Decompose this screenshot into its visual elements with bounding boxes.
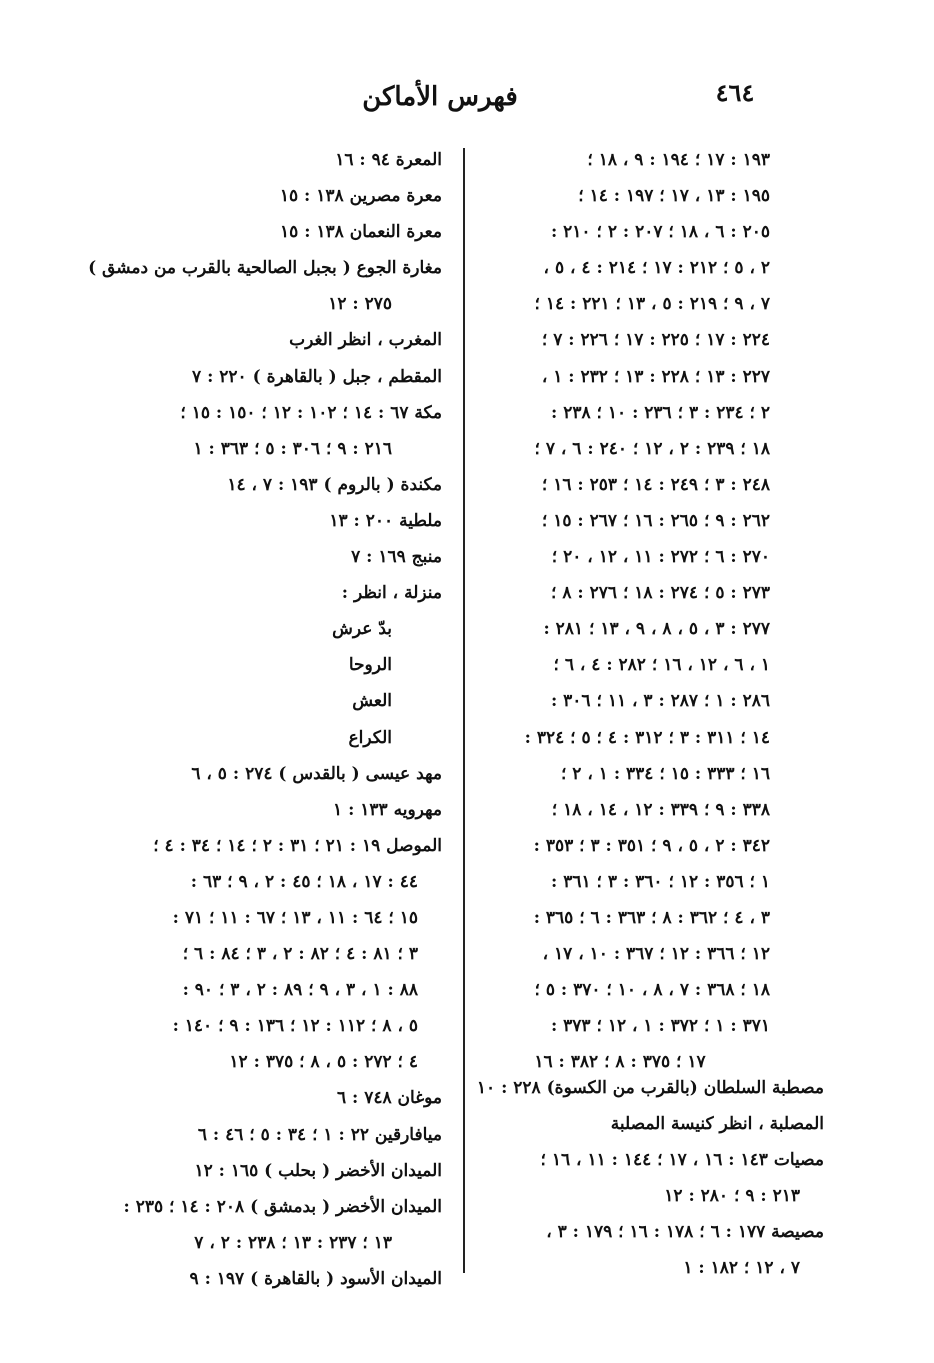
index-line: ٢٤٨ : ٣ ؛ ٢٤٩ : ١٤ ؛ ٢٥٣ : ١٦ ؛ xyxy=(541,474,770,495)
index-entry: مصيصة ١٧٧ : ٦ ؛ ١٧٨ : ١٦ ؛ ١٧٩ : ٣ ، xyxy=(546,1222,824,1243)
index-line: ١٨ ؛ ٢٣٩ : ٢ ، ١٢ ؛ ٢٤٠ : ٦ ، ٧ ؛ xyxy=(534,438,770,459)
index-line: ٢ ، ٥ ؛ ٢١٢ : ١٧ ؛ ٢١٤ : ٤ ، ٥ ، xyxy=(543,258,770,279)
index-subentry: الكراع xyxy=(348,727,392,748)
index-entry: ميافارقين ٢٢ : ١ ؛ ٣٤ : ٥ ؛ ٤٦ : ٦ xyxy=(197,1124,442,1145)
index-line: ٢٧٣ : ٥ ؛ ٢٧٤ : ١٨ ؛ ٢٧٦ : ٨ ؛ xyxy=(551,583,770,604)
index-line: ٨٨ : ١ ، ٣ ، ٩ ؛ ٨٩ : ٢ ، ٣ ؛ ٩٠ : xyxy=(182,980,418,1001)
index-line: ١ ، ٦ ، ١٢ ، ١٦ ؛ ٢٨٢ : ٤ ، ٦ ؛ xyxy=(553,655,770,676)
index-entry: الميدان الأخضر ( بدمشق ) ٢٠٨ : ١٤ ؛ ٢٣٥ : xyxy=(123,1196,442,1217)
index-line: ١٩٣ : ١٧ ؛ ١٩٤ : ٩ ، ١٨ ؛ xyxy=(587,150,770,170)
index-line: ٤ ؛ ٢٧٢ : ٥ ، ٨ ؛ ٣٧٥ : ١٢ xyxy=(229,1052,418,1073)
index-line: ١٤ ؛ ٣١١ : ٣ ؛ ٣١٢ : ٤ ؛ ٥ ؛ ٣٢٤ : xyxy=(524,727,770,748)
index-line: ٣ ، ٤ ؛ ٣٦٢ : ٨ ؛ ٣٦٣ : ٦ ؛ ٣٦٥ : xyxy=(533,907,770,928)
index-subentry: الروحا xyxy=(348,655,392,676)
index-entry: معرة مصرين ١٣٨ : ١٥ xyxy=(279,186,442,207)
index-line: ٢٢٧ : ١٣ ؛ ٢٢٨ : ١٣ ؛ ٢٣٢ : ١ ، xyxy=(541,366,770,387)
index-line: ٣٤٢ : ٢ ، ٥ ، ٩ ؛ ٣٥١ : ٣ ؛ ٣٥٣ : xyxy=(533,835,770,856)
index-line: ٣ ؛ ٨١ : ٤ ؛ ٨٢ : ٢ ، ٣ ؛ ٨٤ : ٦ ؛ xyxy=(182,944,418,965)
index-subentry: بدّ عرش xyxy=(332,619,392,640)
index-line: ١٥ ؛ ٦٤ : ١١ ، ١٣ ؛ ٦٧ : ١١ ؛ ٧١ : xyxy=(172,907,418,928)
page-title: فهرس الأماكن xyxy=(362,82,518,112)
index-entry: مهد عيسى ( بالقدس ) ٢٧٤ : ٥ ، ٦ xyxy=(191,763,442,784)
left-column xyxy=(82,142,442,1297)
index-line: ١٢ ؛ ٣٦٦ : ١٢ ؛ ٣٦٧ : ١٠ ، ١٧ ، xyxy=(542,944,770,965)
index-line: ٢ ؛ ٢٣٤ : ٣ ؛ ٢٣٦ : ١٠ ؛ ٢٣٨ : xyxy=(551,402,770,423)
index-entry: الموصل ١٩ : ٢١ ؛ ٣١ : ٢ ؛ ١٤ ؛ ٣٤ : ٤ ؛ xyxy=(153,835,442,856)
index-entry: المصلبة ، انظر كنيسة المصلبة xyxy=(610,1114,824,1135)
index-entry: منزلة ، انظر : xyxy=(341,583,442,604)
index-line: ١٩٥ : ١٣ ، ١٧ ؛ ١٩٧ : ١٤ ؛ xyxy=(578,186,770,207)
index-line: ٢١٣ : ٩ ؛ ٢٨٠ : ١٢ xyxy=(664,1186,800,1207)
index-entry: معرة النعمان ١٣٨ : ١٥ xyxy=(280,222,442,243)
index-line: ٣٣٨ : ٩ ؛ ٣٣٩ : ١٢ ، ١٤ ، ١٨ ؛ xyxy=(551,799,770,820)
index-line: ٢٦٢ : ٩ ؛ ٢٦٥ : ١٦ ؛ ٢٦٧ : ١٥ ؛ xyxy=(541,510,770,531)
index-entry: المعرة ٩٤ : ١٦ xyxy=(335,150,442,170)
index-line: ١٨ ؛ ٣٦٨ : ٧ ، ٨ ، ١٠ ؛ ٣٧٠ : ٥ ؛ xyxy=(534,980,770,1001)
index-line: ٥ ، ٨ ؛ ١١٢ : ١٢ ؛ ١٣٦ : ٩ ؛ ١٤٠ : xyxy=(172,1016,418,1037)
index-line: ١ ؛ ٣٥٦ : ١٢ ؛ ٣٦٠ : ٣ ؛ ٣٦١ : xyxy=(551,871,770,892)
index-line: ٢٠٥ : ٦ ، ١٨ ؛ ٢٠٧ : ٢ ؛ ٢١٠ : xyxy=(550,222,770,243)
index-entry: مكة ٦٧ : ١٤ ؛ ١٠٢ : ١٢ ؛ ١٥٠ : ١٥ ؛ xyxy=(180,402,442,423)
index-line: ٢١٦ : ٩ ؛ ٣٠٦ : ٥ ؛ ٣٦٣ : ١ xyxy=(193,438,392,459)
index-subentry: العش xyxy=(352,691,392,712)
index-line: ٢٨٦ : ١ ؛ ٢٨٧ : ٣ ، ١١ ؛ ٣٠٦ : xyxy=(550,691,770,712)
index-entry: الميدان الأخضر ( بحلب ) ١٦٥ : ١٢ xyxy=(194,1160,442,1181)
column-divider xyxy=(463,148,465,1273)
index-line: ٤٤ : ١٧ ، ١٨ ؛ ٤٥ : ٢ ، ٩ ؛ ٦٣ : xyxy=(190,871,418,892)
index-entry: الميدان الأسود ( بالقاهرة ) ١٩٧ : ٩ xyxy=(189,1268,442,1289)
right-column xyxy=(470,142,770,1080)
index-entry: مصطبة السلطان (بالقرب من الكسوة) ٢٢٨ : ١٠ xyxy=(476,1078,824,1098)
index-line: ٧ ، ٩ ؛ ٢١٩ : ٥ ، ١٣ ؛ ٢٢١ : ١٤ ؛ xyxy=(534,294,770,315)
index-entry: موغان ٧٤٨ : ٦ xyxy=(336,1088,442,1109)
index-entry: مهرويه ١٣٣ : ١ xyxy=(333,799,442,820)
index-entry: المقطم ، جبل ( بالقاهرة ) ٢٢٠ : ٧ xyxy=(192,366,442,387)
index-line: ٣٧١ : ١ ؛ ٣٧٢ : ١ ، ١٢ ؛ ٣٧٣ : xyxy=(550,1016,770,1037)
index-line: ١٧ ؛ ٣٧٥ : ٨ ؛ ٣٨٢ : ١٦ xyxy=(534,1052,706,1073)
index-line: ٢٧٧ : ٣ ، ٥ ، ٨ ، ٩ ، ١٣ ؛ ٢٨١ : xyxy=(543,619,770,640)
page-number: ٤٦٤ xyxy=(715,78,755,107)
index-line: ٢٧٥ : ١٢ xyxy=(328,294,392,315)
index-line: ٧ ، ١٢ ؛ ١٨٢ : ١ xyxy=(683,1258,800,1279)
index-entry: مكندة ( بالروم ) ١٩٣ : ٧ ، ١٤ xyxy=(227,474,442,495)
index-entry: منبج ١٦٩ : ٧ xyxy=(351,547,442,568)
right-column-entries-wide xyxy=(470,1070,824,1287)
index-line: ١٦ ؛ ٣٣٣ : ١٥ ؛ ٣٣٤ : ١ ، ٢ ؛ xyxy=(560,763,770,784)
index-line: ١٣ ؛ ٢٣٧ : ١٣ ؛ ٢٣٨ : ٢ ، ٧ xyxy=(194,1232,392,1253)
index-entry: مصيات ١٤٣ : ١٦ ، ١٧ ؛ ١٤٤ : ١١ ، ١٦ ؛ xyxy=(540,1150,824,1171)
index-line: ٢٧٠ : ٦ ؛ ٢٧٢ : ١١ ، ١٢ ، ٢٠ ؛ xyxy=(551,547,770,568)
index-entry: مغارة الجوع ( بجبل الصالحية بالقرب من دمشق ) xyxy=(88,258,442,279)
index-entry: المغرب ، انظر الغرب xyxy=(289,330,442,351)
index-line: ٢٢٤ : ١٧ ؛ ٢٢٥ : ١٧ ؛ ٢٢٦ : ٧ ؛ xyxy=(541,330,770,351)
index-entry: ملطية ٢٠٠ : ١٣ xyxy=(329,510,442,531)
